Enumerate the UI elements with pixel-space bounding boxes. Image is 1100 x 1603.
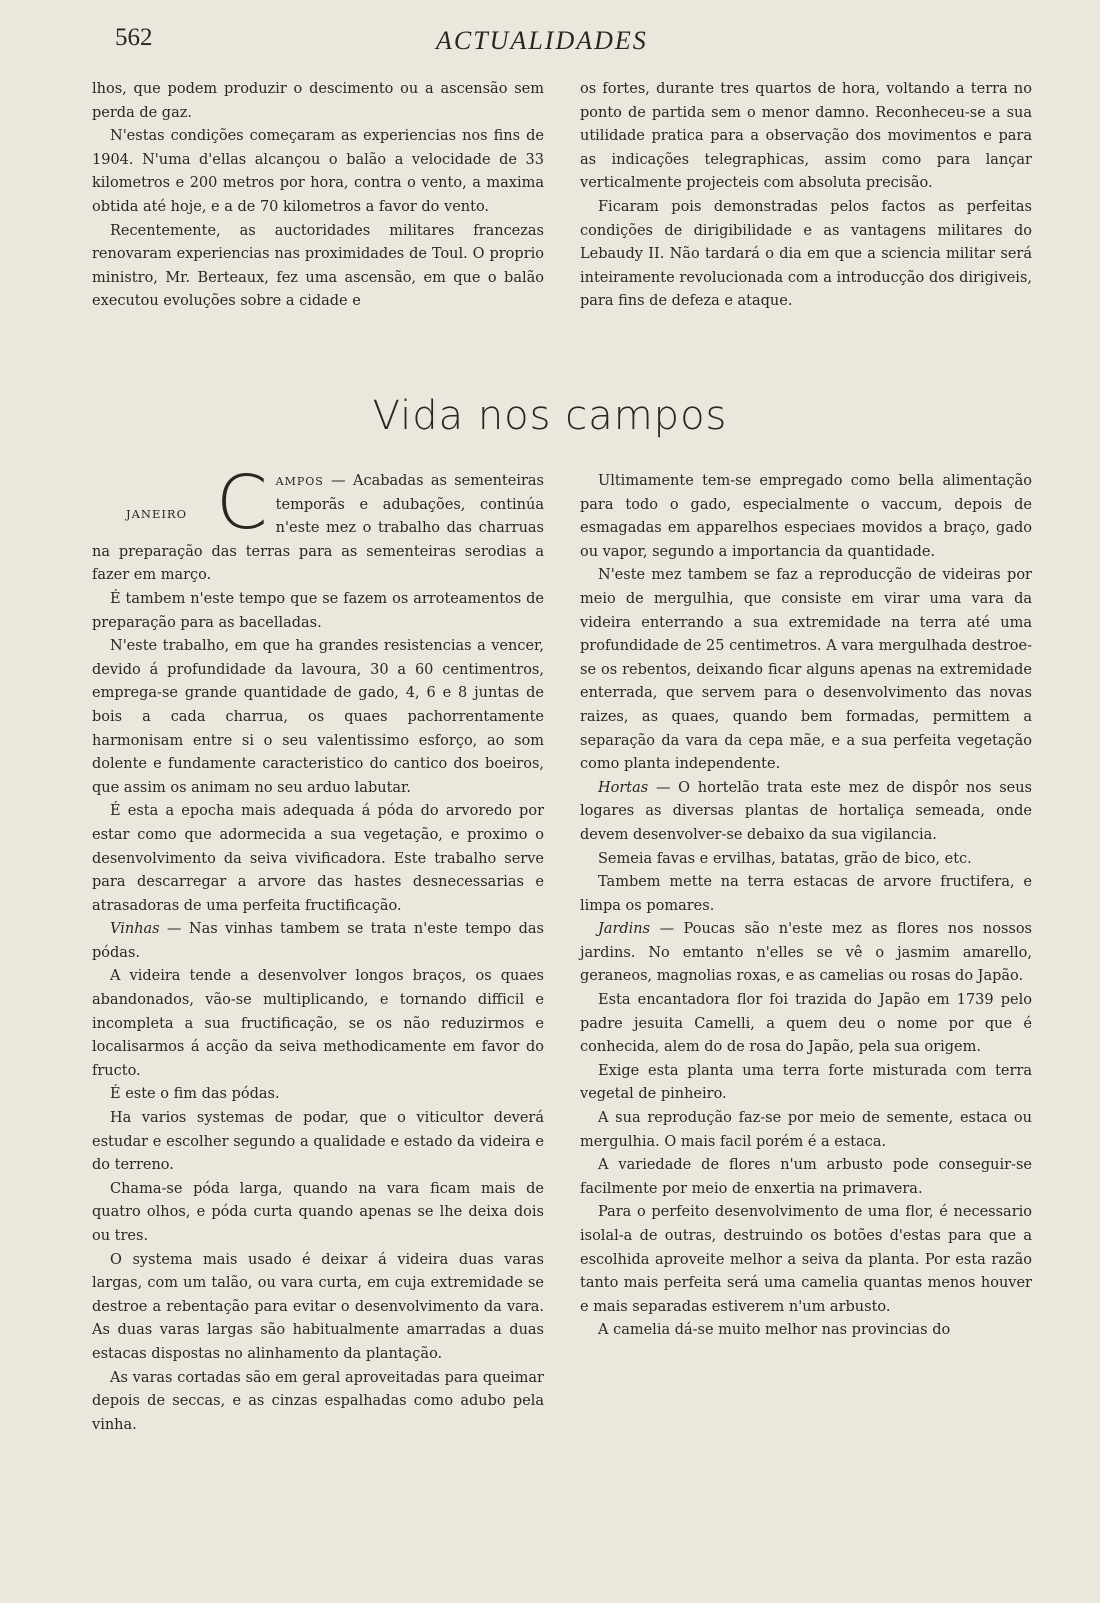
paragraph: Chama-se póda larga, quando na vara ficam mais de quatro olhos, e póda curta quando apenas se lhe deixa dois ou tres. — [92, 1180, 544, 1244]
bottom-left-column — [92, 460, 544, 1437]
hortas-text: — O hortelão trata este mez de dispôr nos seus logares as diversas plantas de hortaliça semeada, onde devem desenvolver-se debaixo da sua vigilancia. — [580, 779, 1032, 843]
paragraph: N'estas condições começaram as experiencias nos fins de 1904. N'uma d'ellas alcançou o balão a velocidade de 33 kilometros e 200 metros por hora, contra o vento, a maxima obtida até hoje, e a de 70 kilometros a favor do vento. — [92, 128, 544, 215]
paragraph: A sua reprodução faz-se por meio de semente, estaca ou mergulhia. O mais facil porém é a estaca. — [580, 1110, 1032, 1150]
paragraph: A videira tende a desenvolver longos braços, os quaes abandonados, vão-se multiplicando, e tornando difficil e incompleta a sua fructificação, se os não reduzirmos e localisarmos á acção da seiva methodicamente em favor do fructo. — [92, 968, 544, 1079]
paragraph: É esta a epocha mais adequada á póda do arvoredo por estar como que adormecida a sua vegetação, e proximo o desenvolvimento da seiva vivificadora. Este trabalho serve para descarregar a arvore das hastes desnecessarias e atrasadoras de uma perfeita fructificação. — [92, 803, 544, 914]
paragraph: Esta encantadora flor foi trazida do Japão em 1739 pelo padre jesuita Camelli, a quem deu o nome por que é conhecida, alem do de rosa do Japão, pela sua origem. — [580, 992, 1032, 1056]
jardins-paragraph — [580, 918, 1032, 989]
bottom-right-column — [580, 470, 1032, 1343]
section-title: Vida nos campos — [372, 393, 728, 439]
paragraph: As varas cortadas são em geral aproveitadas para queimar depois de seccas, e as cinzas espalhadas como adubo pela vinha. — [92, 1369, 544, 1433]
month-label: JANEIRO — [126, 507, 188, 521]
paragraph: N'este trabalho, em que ha grandes resistencias a vencer, devido á profundidade da lavoura, 30 a 60 centimentros, emprega-se grande quantidade de gado, 4, 6 e 8 juntas de bois a cada charrua, os quaes pachorrentamente harmonisam entre si o seu valentissimo esforço, ao som dolente e fundamente caracteristico do cantico dos boeiros, que assim os animam no seu arduo labutar. — [92, 638, 544, 796]
intro-smallcaps: AMPOS — [275, 475, 324, 488]
drop-cap: C — [216, 460, 268, 546]
paragraph: Ficaram pois demonstradas pelos factos as perfeitas condições de dirigibilidade e as vantagens militares do Lebaudy II. Não tardará o dia em que a sciencia militar será inteiramente revolucionada com a introducção dos dirigiveis, para fins de defeza e ataque. — [580, 198, 1032, 310]
paragraph: O systema mais usado é deixar á videira duas varas largas, com um talão, ou vara curta, em cuja extremidade se destroe a rebentação para evitar o desenvolvimento da vara. As duas varas largas são habitualmente amarradas a duas estacas dispostas no alinhamento da plantação. — [92, 1251, 544, 1362]
top-left-column — [92, 78, 544, 314]
intro-text: — Acabadas as sementeiras temporãs e adubações, continúa n'este mez o trabalho das charruas na preparação das terras para as sementeiras serodias a fazer em março. — [92, 473, 544, 584]
paragraph: Recentemente, as auctoridades militares francezas renovaram experiencias nas proximidades de Toul. O proprio ministro, Mr. Berteaux, fez uma ascensão, em que o balão executou evoluções sobre a cidade e — [92, 222, 544, 310]
paragraph: Tambem mette na terra estacas de arvore fructifera, e limpa os pomares. — [580, 874, 1032, 914]
top-right-column — [580, 78, 1032, 314]
paragraph: Para o perfeito desenvolvimento de uma flor, é necessario isolal-a de outras, destruindo os botões d'estas para que a escolhida aproveite melhor a seiva da planta. Por esta razão tanto mais perfeita será uma camelia quantas menos houver e mais separadas estiverem n'um arbusto. — [580, 1204, 1032, 1315]
page-number: 562 — [115, 24, 153, 51]
vinhas-text: — Nas vinhas tambem se trata n'este tempo das pódas. — [92, 921, 544, 961]
vinhas-paragraph — [92, 918, 544, 965]
paragraph: os fortes, durante tres quartos de hora, voltando a terra no ponto de partida sem o menor damno. Reconheceu-se a sua utilidade pratica para a observação dos movimentos e para as indicações telegraphicas, assim como para lançar verticalmente projecteis com absoluta precisão. — [580, 81, 1032, 192]
paragraph: Ha varios systemas de podar, que o viticultor deverá estudar e escolher segundo a qualidade e estado da videira e do terreno. — [92, 1110, 544, 1174]
vinhas-label: Vinhas — [110, 921, 160, 938]
jardins-label: Jardins — [598, 921, 651, 938]
paragraph: lhos, que podem produzir o descimento ou a ascensão sem perda de gaz. — [92, 81, 544, 121]
hortas-label: Hortas — [598, 779, 649, 796]
paragraph: A variedade de flores n'um arbusto pode conseguir-se facilmente por meio de enxertia na primavera. — [580, 1157, 1032, 1197]
paragraph: É tambem n'este tempo que se fazem os arroteamentos de preparação para as bacelladas. — [92, 590, 544, 631]
paragraph: Exige esta planta uma terra forte misturada com terra vegetal de pinheiro. — [580, 1062, 1032, 1103]
paragraph: A camelia dá-se muito melhor nas provincias do — [598, 1322, 951, 1339]
running-title: ACTUALIDADES — [436, 26, 648, 55]
paragraph: N'este mez tambem se faz a reproducção de videiras por meio de mergulhia, que consiste em virar uma vara da videira enterrando a sua extremidade na terra até uma profundidade de 25 centimetros. A vara mergulhada destroe-se os rebentos, deixando ficar alguns apenas na extremidade enterrada, que servem para o desenvolvimento das novas raizes, as quaes, quando bem formadas, permittem a separação da vara da cepa mãe, e a sua perfeita vegetação como planta independente. — [580, 567, 1032, 773]
hortas-paragraph — [580, 777, 1032, 848]
paragraph: É este o fim das pódas. — [110, 1086, 280, 1103]
paragraph: Ultimamente tem-se empregado como bella alimentação para todo o gado, especialmente o vaccum, depois de esmagadas em apparelhos especiaes movidos a braço, gado ou vapor, segundo a importancia da quantidade. — [580, 473, 1032, 560]
intro-paragraph — [92, 460, 544, 588]
jardins-text: — Poucas são n'este mez as flores nos nossos jardins. No emtanto n'elles se vê o jasmim amarello, geraneos, magnolias roxas, e as camelias ou rosas do Japão. — [580, 921, 1032, 985]
paragraph: Semeia favas e ervilhas, batatas, grão de bico, etc. — [598, 850, 972, 867]
